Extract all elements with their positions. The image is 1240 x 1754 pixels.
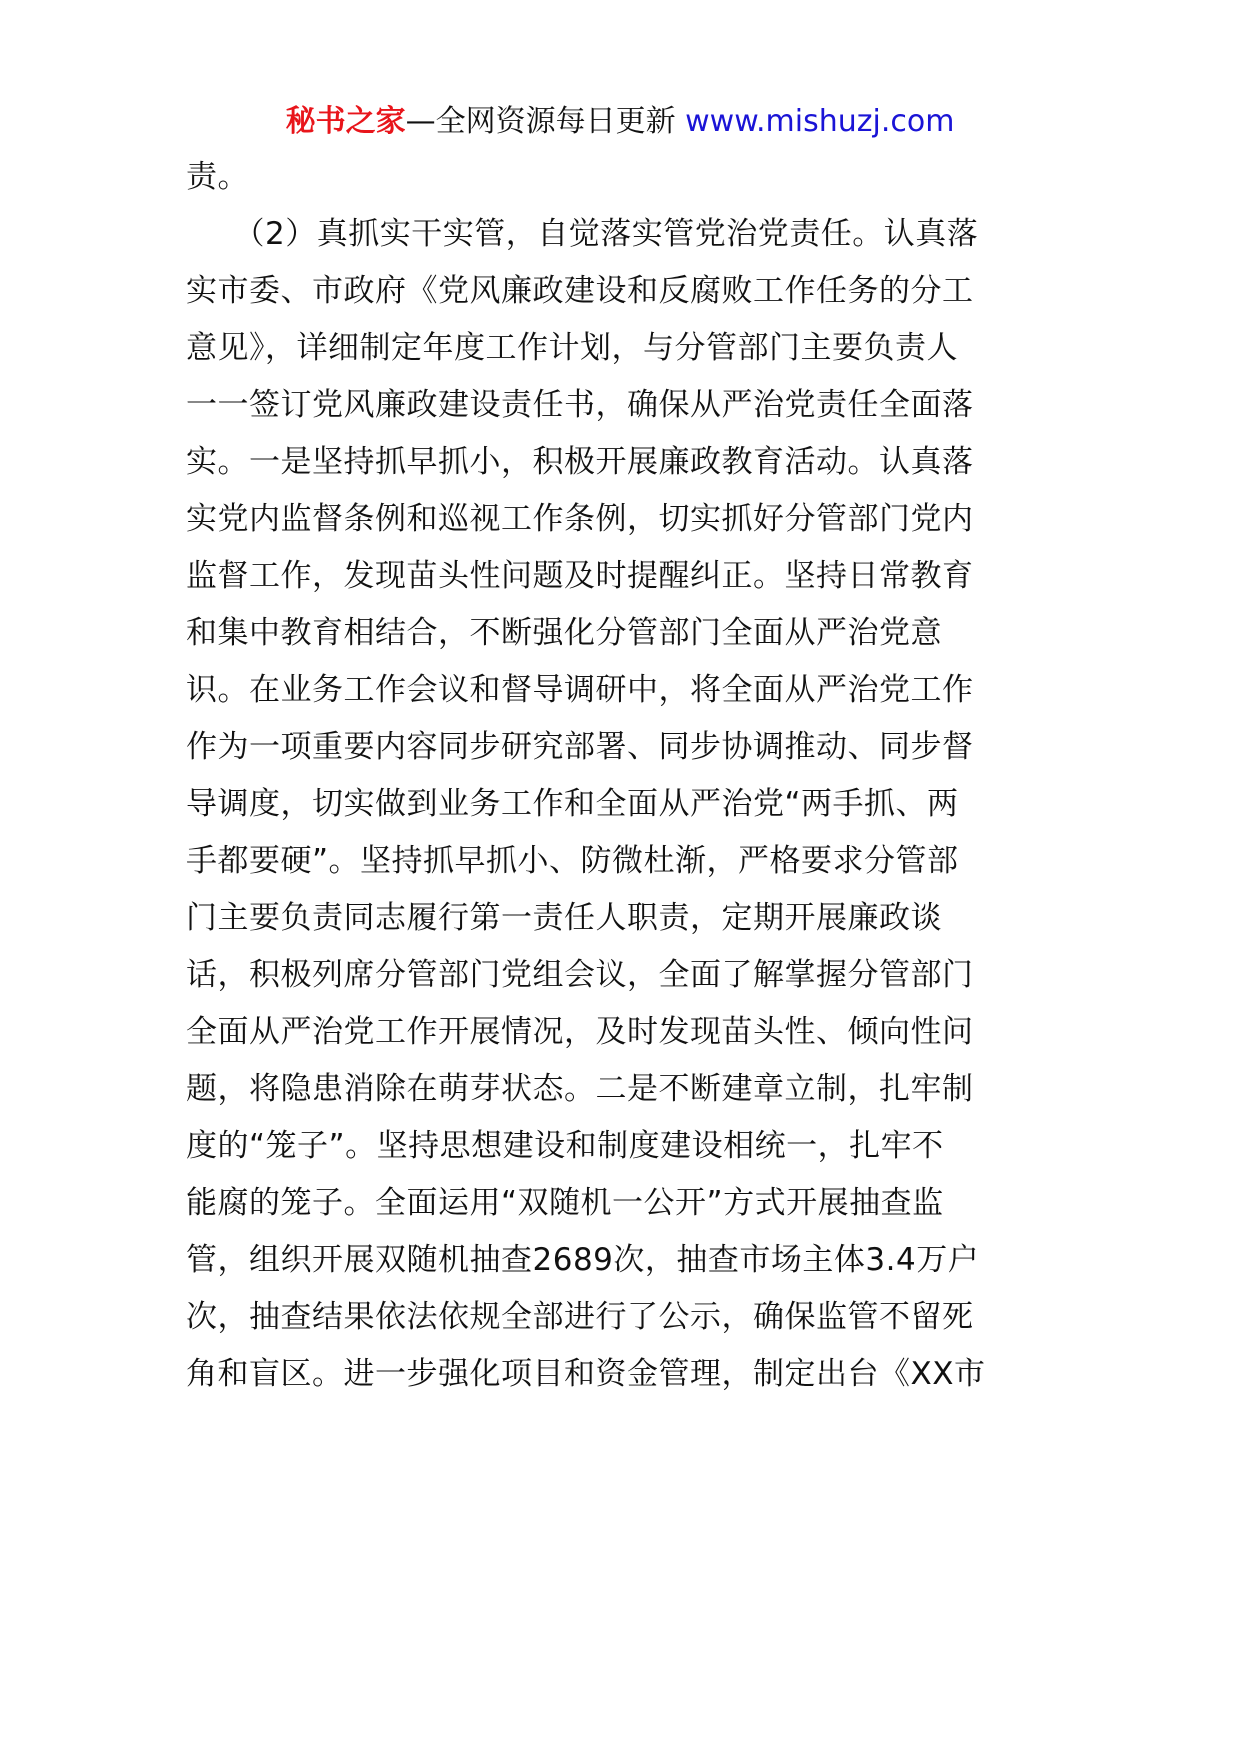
text-line: 管，组织开展双随机抽查2689次，抽查市场主体3.4万户 <box>186 1242 980 1278</box>
site-header <box>0 102 1240 142</box>
text-line: 度的“笼子”。坚持思想建设和制度建设相统一，扎牢不 <box>186 1128 944 1164</box>
text-line: 实。一是坚持抓早抓小，积极开展廉政教育活动。认真落 <box>186 444 974 480</box>
text-line: 责。 <box>186 159 249 195</box>
site-brand: 秘书之家 <box>285 104 406 139</box>
text-line: 全面从严治党工作开展情况，及时发现苗头性、倾向性问 <box>186 1014 974 1050</box>
text-line: 监督工作，发现苗头性问题及时提醒纠正。坚持日常教育 <box>186 558 974 594</box>
text-line: 实市委、市政府《党风廉政建设和反腐败工作任务的分工 <box>186 273 974 309</box>
text-line: 题，将隐患消除在萌芽状态。二是不断建章立制，扎牢制 <box>186 1071 974 1107</box>
text-line: （2）真抓实干实管，自觉落实管党治党责任。认真落 <box>186 216 979 252</box>
text-line: 实党内监督条例和巡视工作条例，切实抓好分管部门党内 <box>186 501 974 537</box>
text-line: 角和盲区。进一步强化项目和资金管理，制定出台《XX市 <box>186 1356 986 1392</box>
text-line: 话，积极列席分管部门党组会议，全面了解掌握分管部门 <box>186 957 974 993</box>
site-tagline: —全网资源每日更新 <box>405 104 686 139</box>
text-line: 导调度，切实做到业务工作和全面从严治党“两手抓、两 <box>186 786 959 822</box>
text-line: 和集中教育相结合，不断强化分管部门全面从严治党意 <box>186 615 942 651</box>
text-line: 手都要硬”。坚持抓早抓小、防微杜渐，严格要求分管部 <box>186 843 959 879</box>
text-line: 门主要负责同志履行第一责任人职责，定期开展廉政谈 <box>186 900 942 936</box>
site-url-link[interactable]: www.mishuzj.com <box>685 104 955 139</box>
text-line: 次，抽查结果依法依规全部进行了公示，确保监管不留死 <box>186 1299 974 1335</box>
text-line: 一一签订党风廉政建设责任书，确保从严治党责任全面落 <box>186 387 974 423</box>
text-line: 识。在业务工作会议和督导调研中，将全面从严治党工作 <box>186 672 974 708</box>
text-line: 意见》，详细制定年度工作计划，与分管部门主要负责人 <box>186 330 958 366</box>
text-line: 能腐的笼子。全面运用“双随机一公开”方式开展抽查监 <box>186 1185 944 1221</box>
text-line: 作为一项重要内容同步研究部署、同步协调推动、同步督 <box>186 729 974 765</box>
